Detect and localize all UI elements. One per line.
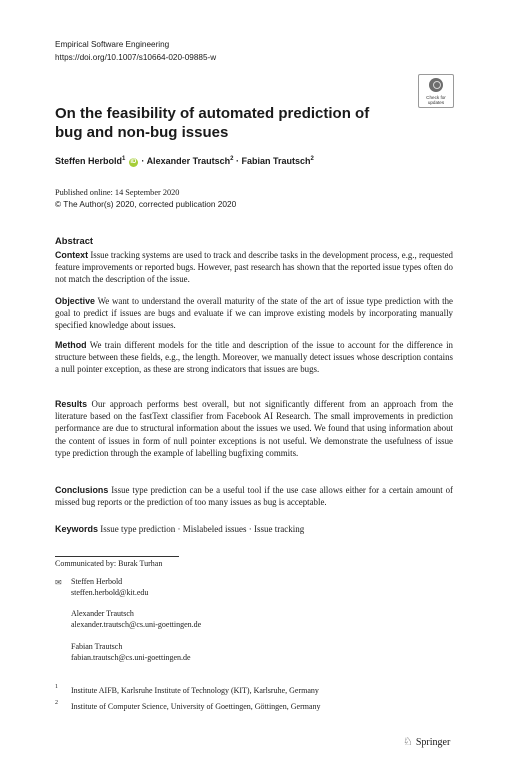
section-text: We want to understand the overall maturity of the state of the art of issue type prediction with the goal to predict if issues are bugs and evaluate if we can improve existing models by incorporating manually specified knowledge about issues. — [55, 296, 453, 331]
contact-name: Fabian Trautsch — [71, 642, 123, 651]
footnote-divider — [55, 556, 179, 557]
section-label: Context — [55, 250, 89, 260]
contact-name: Alexander Trautsch — [71, 609, 134, 618]
section-text: Our approach performs best overall, but not significantly different from an approach from the literature based on the fastText classifier from Facebook AI Research. The small improvements in prediction performance are due to structural information about the issues we used. We found that using information about the content of issues in form of null pointer exceptions is not useful. We demonstrate the usefulness of issue type prediction through the example of labelling bugfixing commits. — [55, 399, 454, 458]
orcid-icon[interactable]: iD — [130, 159, 137, 165]
abstract-section-objective — [55, 295, 453, 332]
badge-line-1: Check for — [426, 95, 446, 100]
section-text: Issue tracking systems are used to track and describe tasks in the development process, e.g., requested feature improvements or reported bugs. However, past research has shown that the reported issue types often do not match the description of the issue. — [55, 250, 453, 285]
abstract-section-context — [55, 249, 453, 286]
author-affiliation-mark: 1 — [122, 156, 126, 162]
author-affiliation-mark: 2 — [310, 156, 314, 162]
abstract-section-method — [55, 339, 453, 376]
journal-name: Empirical Software Engineering — [55, 40, 170, 49]
abstract-section-results — [55, 398, 453, 459]
author-name: Fabian Trautsch — [241, 156, 311, 166]
contact-email[interactable]: fabian.trautsch@cs.uni-goettingen.de — [71, 653, 191, 662]
section-label: Objective — [55, 296, 95, 306]
communicated-by: Communicated by: Burak Turhan — [55, 559, 163, 568]
author-separator: · — [235, 156, 239, 166]
section-text: Issue type prediction can be a useful tool if the use case allows either for a certain amount of missed bug reports or the prediction of too many issues as bug is acceptable. — [55, 485, 454, 508]
contact-block — [71, 608, 201, 630]
contact-block — [71, 641, 191, 663]
contact-block — [71, 576, 148, 598]
published-date: Published online: 14 September 2020 — [55, 188, 180, 197]
contact-name: Steffen Herbold — [71, 577, 123, 586]
author-affiliation-mark: 2 — [230, 156, 234, 162]
keywords-label: Keywords — [55, 524, 99, 534]
contact-email[interactable]: alexander.trautsch@cs.uni-goettingen.de — [71, 620, 202, 629]
abstract-heading: Abstract — [55, 235, 94, 246]
springer-horse-icon: ♘ — [403, 736, 413, 748]
check-for-updates-badge[interactable] — [418, 74, 454, 108]
section-label: Results — [55, 399, 88, 409]
check-for-updates-icon — [429, 78, 443, 92]
section-label: Conclusions — [55, 485, 109, 495]
section-label: Method — [55, 340, 87, 350]
author-name: Alexander Trautsch — [146, 156, 231, 166]
section-text: We train different models for the title and description of the issue to account for the difference in structure between these fields, e.g., the length. Moreover, we manually detect issues whose description contains a null pointer exception, as these are strong indicators that issues are bugs. — [55, 340, 453, 375]
author-separator: · — [141, 156, 145, 166]
affiliation-text: Institute AIFB, Karlsruhe Institute of Technology (KIT), Karlsruhe, Germany — [71, 686, 319, 695]
paper-title: On the feasibility of automated prediction of bug and non-bug issues — [55, 105, 370, 141]
mail-icon: ✉ — [55, 578, 62, 587]
copyright-line: © The Author(s) 2020, corrected publication 2020 — [55, 199, 237, 209]
affiliation-mark: 2 — [55, 700, 58, 706]
badge-line-2: updates — [427, 100, 445, 105]
doi-link[interactable]: https://doi.org/10.1007/s10664-020-09885-w — [55, 53, 217, 62]
publisher-logo — [403, 735, 450, 748]
author-list — [55, 156, 314, 167]
author-name: Steffen Herbold — [55, 156, 123, 166]
publisher-name: Springer — [415, 737, 451, 748]
affiliation-mark: 1 — [55, 684, 58, 690]
affiliation-text: Institute of Computer Science, University of Goettingen, Göttingen, Germany — [71, 702, 321, 711]
keywords-list: Issue type prediction · Mislabeled issues · Issue tracking — [100, 524, 305, 534]
abstract-section-conclusions — [55, 484, 453, 508]
keywords — [55, 524, 304, 534]
contact-email[interactable]: steffen.herbold@kit.edu — [71, 588, 149, 597]
